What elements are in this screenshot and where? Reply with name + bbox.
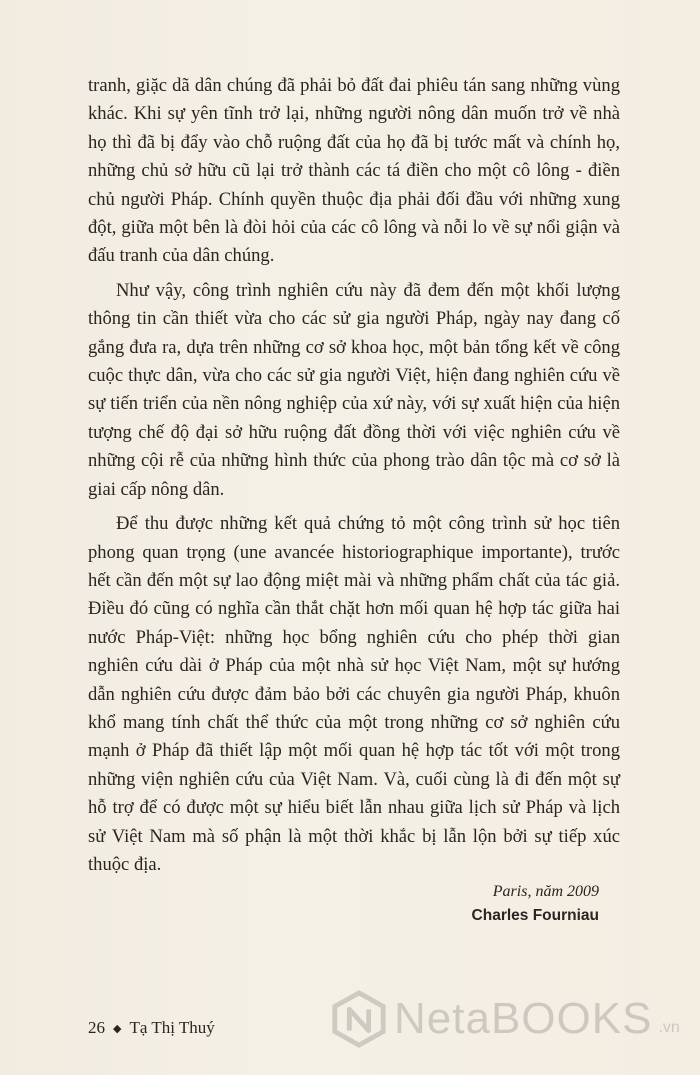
signature-place-date: Paris, năm 2009 xyxy=(492,883,599,900)
page-footer xyxy=(88,1018,215,1038)
signature-name: Charles Fourniau xyxy=(471,907,599,924)
netabooks-logo-icon xyxy=(330,990,388,1048)
paragraph-1: tranh, giặc dã dân chúng đã phải bỏ đất đai phiêu tán sang những vùng khác. Khi sự yên tĩnh trở lại, những người nông dân muốn trở về nhà họ thì đã bị đẩy vào chỗ ruộng đất của họ đã bị tước mất và chính họ, những chủ sở hữu cũ lại trở thành các tá điền cho một cô lông - điền chủ người Pháp. Chính quyền thuộc địa phải đối đầu với những xung đột, giữa một bên là đòi hỏi của các cô lông và nỗi lo về sự nổi giận và đấu tranh của dân chúng. xyxy=(88,75,620,267)
signature-block xyxy=(472,880,599,928)
watermark-suffix: .vn xyxy=(658,1019,680,1036)
watermark-brand: NetaBOOKS xyxy=(394,994,653,1043)
page-number: 26 xyxy=(88,1018,105,1037)
footer-author: Tạ Thị Thuý xyxy=(129,1018,215,1037)
diamond-separator-icon: ◆ xyxy=(113,1022,122,1035)
body-text xyxy=(88,72,620,879)
paragraph-2: Như vậy, công trình nghiên cứu này đã đem đến một khối lượng thông tin cần thiết vừa cho các sử gia người Pháp, ngày nay đang cố gắng đưa ra, dựa trên những cơ sở khoa học, một bản tổng kết về công cuộc thực dân, vừa cho các sử gia người Việt, hiện đang nghiên cứu về sự tiến triển của nền nông nghiệp của xứ này, với sự xuất hiện của hiện tượng chế độ đại sở hữu ruộng đất đồng thời với việc nghiên cứu về những cội rễ của những hình thức của phong trào dân tộc mà cơ sở là giai cấp nông dân. xyxy=(88,279,620,500)
watermark xyxy=(330,990,680,1048)
paragraph-3: Để thu được những kết quả chứng tỏ một công trình sử học tiên phong quan trọng (une avancée historiographique importante), trước hết cần đến một sự lao động miệt mài và những phẩm chất của tác giả. Điều đó cũng có nghĩa cần thắt chặt hơn mối quan hệ hợp tác giữa hai nước Pháp-Việt: những học bổng nghiên cứu cho phép thời gian nghiên cứu dài ở Pháp của một nhà sử học Việt Nam, một sự hướng dẫn nghiên cứu được đảm bảo bởi các chuyên gia người Pháp, khuôn khổ mang tính chất thể thức của một trong những cơ sở nghiên cứu mạnh ở Pháp đã thiết lập một mối quan hệ hợp tác tốt với một trong những viện nghiên cứu của Việt Nam. Và, cuối cùng là đi đến một sự hỗ trợ để có được một sự hiểu biết lẫn nhau giữa lịch sử Pháp và lịch sử Việt Nam mà số phận là một thời khắc bị lẫn lộn bởi sự tiếp xúc thuộc địa. xyxy=(88,513,620,875)
